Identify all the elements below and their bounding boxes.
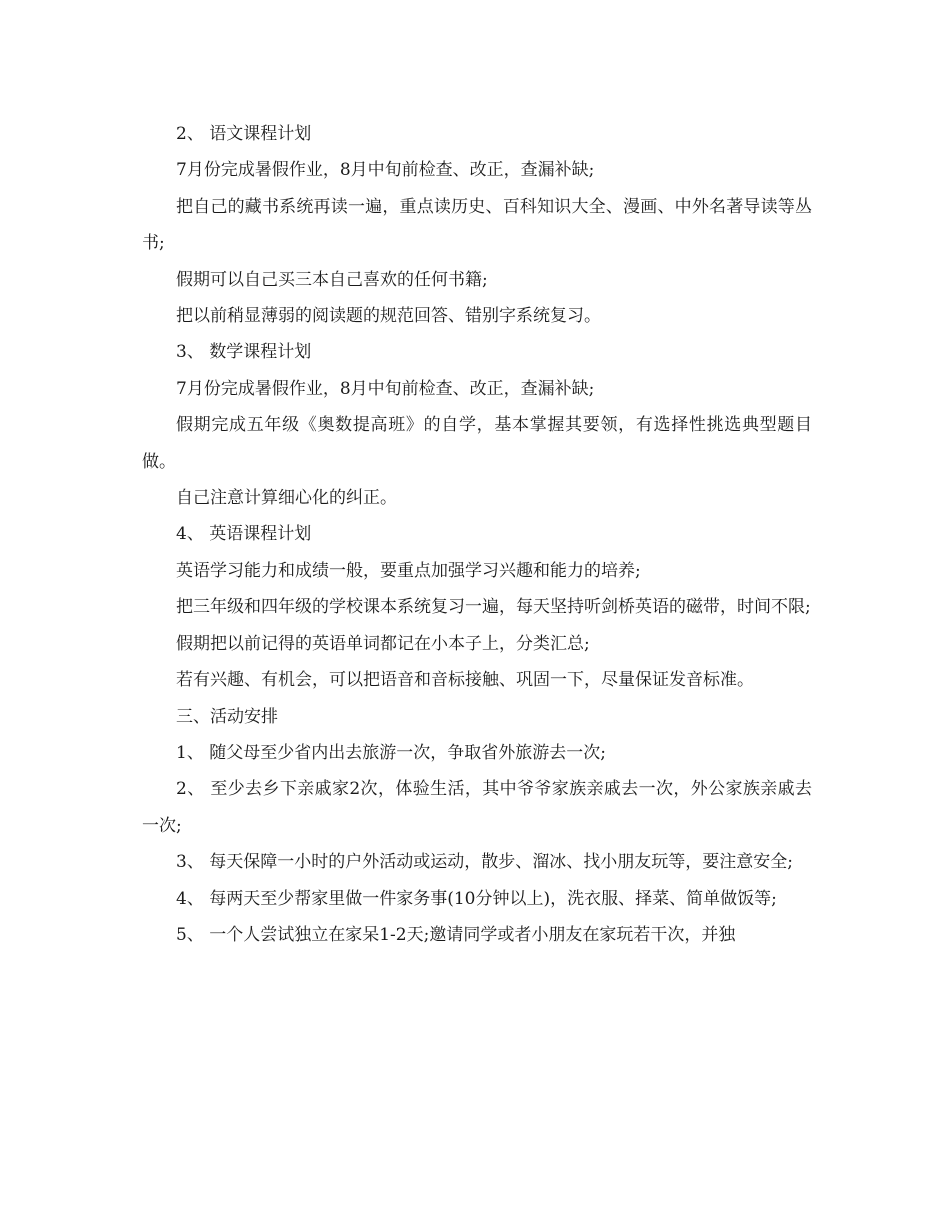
paragraph: 7月份完成暑假作业，8月中旬前检查、改正，查漏补缺; <box>176 160 595 181</box>
document-body <box>142 116 812 953</box>
paragraph: 若有兴趣、有机会，可以把语音和音标接触、巩固一下，尽量保证发音标准。 <box>176 670 754 691</box>
paragraph: 把以前稍显薄弱的阅读题的规范回答、错别字系统复习。 <box>176 306 601 327</box>
list-item: 3、 每天保障一小时的户外活动或运动，散步、溜冰、找小朋友玩等，要注意安全; <box>176 852 793 873</box>
list-item: 1、 随父母至少省内出去旅游一次，争取省外旅游去一次; <box>176 742 606 763</box>
paragraph: 英语学习能力和成绩一般，要重点加强学习兴趣和能力的培养; <box>176 560 641 581</box>
heading-math-plan: 3、 数学课程计划 <box>176 342 312 363</box>
heading-chinese-plan: 2、 语文课程计划 <box>176 124 312 144</box>
paragraph: 假期把以前记得的英语单词都记在小本子上，分类汇总; <box>176 633 590 654</box>
paragraph: 假期可以自己买三本自己喜欢的任何书籍; <box>176 269 488 290</box>
list-item: 4、 每两天至少帮家里做一件家务事(10分钟以上)，洗衣服、择菜、简单做饭等; <box>176 888 777 909</box>
list-item: 5、 一个人尝试独立在家呆1-2天;邀请同学或者小朋友在家玩若干次，并独 <box>176 924 736 945</box>
heading-activities: 三、活动安排 <box>176 706 278 727</box>
heading-english-plan: 4、 英语课程计划 <box>176 524 312 545</box>
paragraph: 把自己的藏书系统再读一遍，重点读历史、百科知识大全、漫画、中外名著导读等丛书; <box>142 196 812 254</box>
paragraph: 自己注意计算细心化的纠正。 <box>176 488 397 509</box>
paragraph: 7月份完成暑假作业，8月中旬前检查、改正，查漏补缺; <box>176 378 595 399</box>
list-item: 2、 至少去乡下亲戚家2次，体验生活，其中爷爷家族亲戚去一次，外公家族亲戚去一次; <box>142 779 812 836</box>
paragraph: 假期完成五年级《奥数提高班》的自学，基本掌握其要领，有选择性挑选典型题目做。 <box>142 415 812 472</box>
paragraph: 把三年级和四年级的学校课本系统复习一遍，每天坚持听剑桥英语的磁带，时间不限; <box>176 597 811 618</box>
